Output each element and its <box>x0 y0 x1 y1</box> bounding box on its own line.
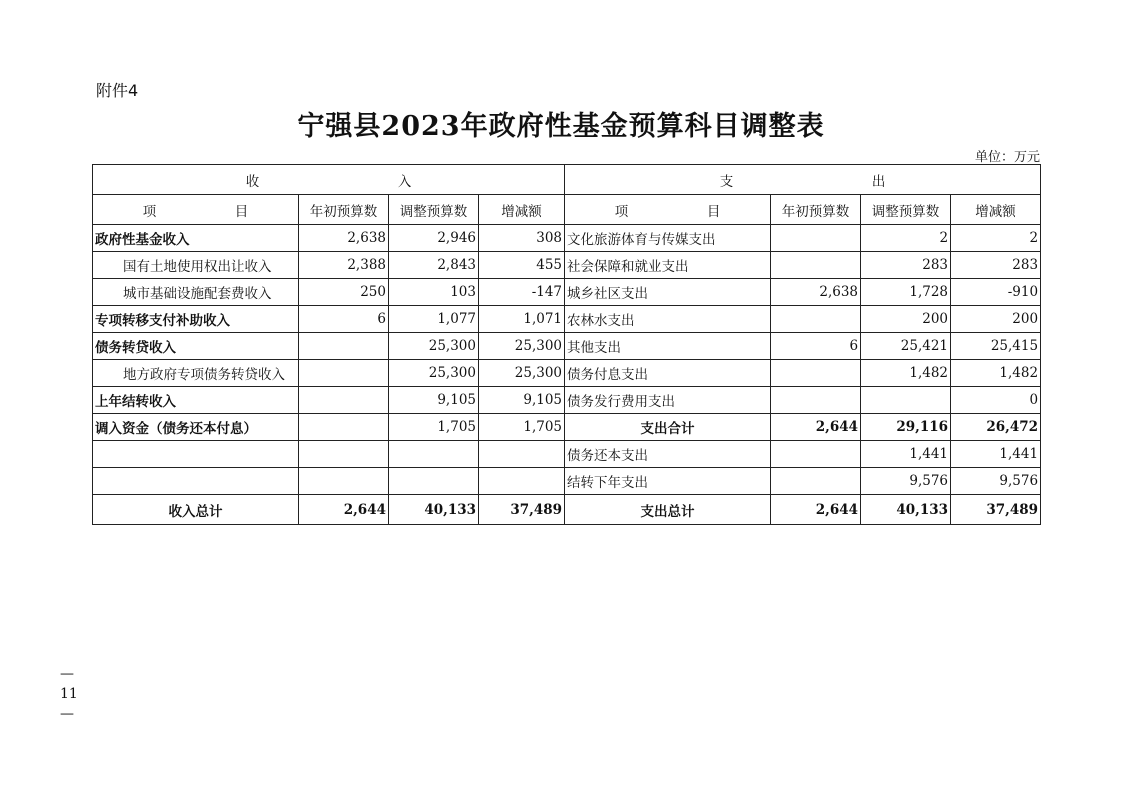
expense-adjusted: 283 <box>861 252 951 279</box>
income-section-char-b: 入 <box>397 173 412 190</box>
income-adjusted: 103 <box>389 279 479 306</box>
income-item: 政府性基金收入 <box>93 225 299 252</box>
expense-subtotal-label: 支出合计 <box>565 414 771 441</box>
expense-initial-header: 年初预算数 <box>771 195 861 225</box>
table-row <box>93 279 1041 306</box>
expense-adjusted-header: 调整预算数 <box>861 195 951 225</box>
unit-label: 单位：万元 <box>974 150 1040 165</box>
item-header-char-b: 目 <box>706 203 721 220</box>
income-initial: 2,388 <box>299 252 389 279</box>
expense-adjusted: 1,441 <box>861 441 951 468</box>
expense-item: 结转下年支出 <box>565 468 771 495</box>
income-section-header <box>93 165 565 195</box>
income-change: 455 <box>479 252 565 279</box>
expense-change: 283 <box>951 252 1041 279</box>
income-initial <box>299 360 389 387</box>
totals-row <box>93 495 1041 525</box>
expense-item: 社会保障和就业支出 <box>565 252 771 279</box>
expense-adjusted: 29,116 <box>861 414 951 441</box>
income-adjusted: 2,843 <box>389 252 479 279</box>
table-row <box>93 441 1041 468</box>
expense-change: 1,482 <box>951 360 1041 387</box>
income-total-change: 37,489 <box>479 495 565 525</box>
income-item: 城市基础设施配套费收入 <box>93 279 299 306</box>
income-adjusted: 1,705 <box>389 414 479 441</box>
table-row <box>93 468 1041 495</box>
expense-initial <box>771 252 861 279</box>
expense-item-header <box>565 195 771 225</box>
expense-item: 债务发行费用支出 <box>565 387 771 414</box>
income-change: 308 <box>479 225 565 252</box>
expense-change: 9,576 <box>951 468 1041 495</box>
expense-adjusted: 1,728 <box>861 279 951 306</box>
income-item-header <box>93 195 299 225</box>
income-adjusted: 1,077 <box>389 306 479 333</box>
income-change: 1,705 <box>479 414 565 441</box>
table-row <box>93 306 1041 333</box>
income-initial: 250 <box>299 279 389 306</box>
expense-initial: 2,638 <box>771 279 861 306</box>
income-adjusted-header: 调整预算数 <box>389 195 479 225</box>
income-item: 地方政府专项债务转贷收入 <box>93 360 299 387</box>
income-item <box>93 468 299 495</box>
expense-item: 债务付息支出 <box>565 360 771 387</box>
income-adjusted <box>389 468 479 495</box>
expense-change: 25,415 <box>951 333 1041 360</box>
column-header-row <box>93 195 1041 225</box>
section-header-row <box>93 165 1041 195</box>
income-initial: 6 <box>299 306 389 333</box>
expense-item: 债务还本支出 <box>565 441 771 468</box>
expense-adjusted: 1,482 <box>861 360 951 387</box>
income-adjusted: 2,946 <box>389 225 479 252</box>
income-initial <box>299 387 389 414</box>
income-item: 国有土地使用权出让收入 <box>93 252 299 279</box>
attachment-label: 附件4 <box>96 81 139 100</box>
income-change <box>479 468 565 495</box>
expense-item: 其他支出 <box>565 333 771 360</box>
expense-adjusted <box>861 387 951 414</box>
income-total-adjusted: 40,133 <box>389 495 479 525</box>
income-initial <box>299 441 389 468</box>
income-initial <box>299 414 389 441</box>
page-number: — 11 — <box>60 666 78 722</box>
expense-initial <box>771 468 861 495</box>
income-item: 专项转移支付补助收入 <box>93 306 299 333</box>
table-row <box>93 252 1041 279</box>
expense-initial: 2,644 <box>771 414 861 441</box>
expense-section-char-a: 支 <box>719 173 734 190</box>
income-change: 1,071 <box>479 306 565 333</box>
income-initial <box>299 333 389 360</box>
expense-total-label: 支出总计 <box>565 495 771 525</box>
table-row <box>93 414 1041 441</box>
expense-initial <box>771 225 861 252</box>
expense-initial <box>771 360 861 387</box>
income-adjusted: 25,300 <box>389 360 479 387</box>
expense-initial <box>771 387 861 414</box>
expense-item: 文化旅游体育与传媒支出 <box>565 225 771 252</box>
table-row <box>93 387 1041 414</box>
income-total-initial: 2,644 <box>299 495 389 525</box>
income-item: 债务转贷收入 <box>93 333 299 360</box>
table-row <box>93 333 1041 360</box>
income-section-char-a: 收 <box>245 173 260 190</box>
income-change: 9,105 <box>479 387 565 414</box>
income-item <box>93 441 299 468</box>
income-initial <box>299 468 389 495</box>
expense-section-char-b: 出 <box>871 173 886 190</box>
item-header-char-a: 项 <box>614 203 629 220</box>
expense-change: 200 <box>951 306 1041 333</box>
expense-change: -910 <box>951 279 1041 306</box>
expense-initial <box>771 441 861 468</box>
expense-change: 2 <box>951 225 1041 252</box>
expense-total-adjusted: 40,133 <box>861 495 951 525</box>
expense-adjusted: 2 <box>861 225 951 252</box>
expense-item: 农林水支出 <box>565 306 771 333</box>
income-item: 上年结转收入 <box>93 387 299 414</box>
table-row <box>93 360 1041 387</box>
income-adjusted <box>389 441 479 468</box>
income-change: 25,300 <box>479 360 565 387</box>
item-header-char-b: 目 <box>234 203 249 220</box>
expense-adjusted: 9,576 <box>861 468 951 495</box>
item-header-char-a: 项 <box>142 203 157 220</box>
income-total-label: 收入总计 <box>93 495 299 525</box>
expense-initial <box>771 306 861 333</box>
expense-change: 0 <box>951 387 1041 414</box>
income-change: -147 <box>479 279 565 306</box>
expense-total-initial: 2,644 <box>771 495 861 525</box>
income-change: 25,300 <box>479 333 565 360</box>
income-adjusted: 25,300 <box>389 333 479 360</box>
budget-adjustment-table <box>92 164 1041 525</box>
expense-change-header: 增减额 <box>951 195 1041 225</box>
income-adjusted: 9,105 <box>389 387 479 414</box>
expense-change: 26,472 <box>951 414 1041 441</box>
income-change <box>479 441 565 468</box>
expense-total-change: 37,489 <box>951 495 1041 525</box>
table-row <box>93 225 1041 252</box>
expense-section-header <box>565 165 1041 195</box>
expense-adjusted: 200 <box>861 306 951 333</box>
expense-item: 城乡社区支出 <box>565 279 771 306</box>
income-initial: 2,638 <box>299 225 389 252</box>
income-change-header: 增减额 <box>479 195 565 225</box>
expense-initial: 6 <box>771 333 861 360</box>
expense-change: 1,441 <box>951 441 1041 468</box>
income-initial-header: 年初预算数 <box>299 195 389 225</box>
expense-adjusted: 25,421 <box>861 333 951 360</box>
page-title: 宁强县2023年政府性基金预算科目调整表 <box>297 111 825 142</box>
income-item: 调入资金（债务还本付息） <box>93 414 299 441</box>
